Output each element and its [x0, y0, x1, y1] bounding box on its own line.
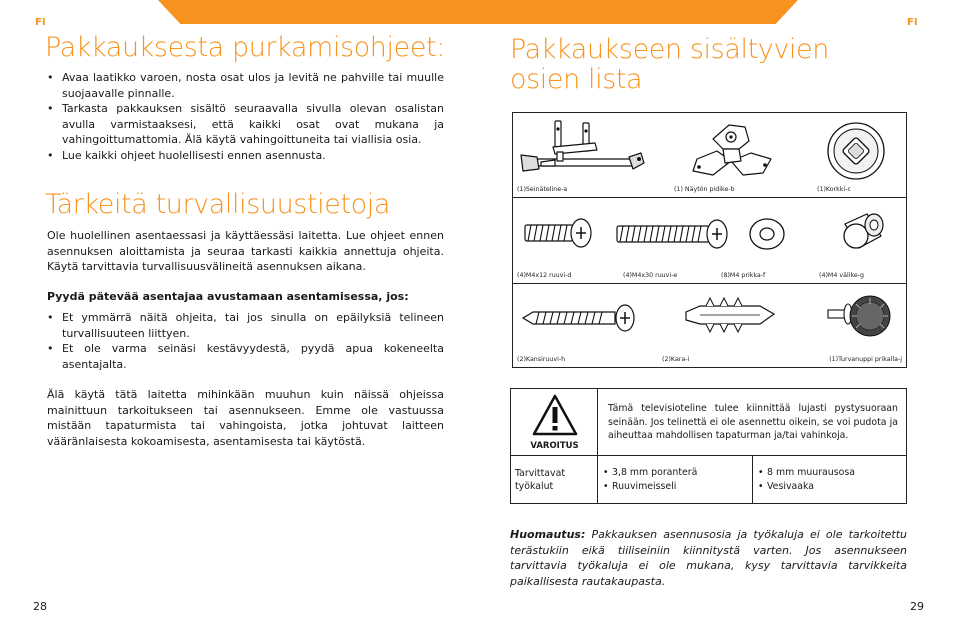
note-lead: Huomautus: — [510, 528, 586, 541]
unpacking-title: Pakkauksesta purkamisohjeet: — [45, 32, 445, 63]
parts-row — [513, 284, 906, 367]
part-label: (1)Korkki-c — [817, 186, 851, 193]
part-lag-screw — [513, 284, 658, 367]
page-number-left: 28 — [33, 600, 47, 613]
part-anchor — [658, 284, 788, 367]
list-item: • Et ole varma seinäsi kestävyydestä, pyydä apua kokeneelta asentajalta. — [47, 341, 444, 372]
unpacking-list — [47, 70, 444, 163]
cap-icon — [824, 119, 888, 183]
safety-title: Tärkeitä turvallisuustietoja — [45, 189, 391, 220]
parts-list-title: Pakkaukseen sisältyvien osien lista — [510, 34, 829, 95]
part-cap — [808, 113, 906, 197]
tools-label: Tarvittavat työkalut — [511, 456, 598, 503]
parts-row — [513, 198, 906, 284]
list-item: • 8 mm muurausosa — [758, 466, 906, 480]
disclaimer: Älä käytä tätä laitetta mihinkään muuhun kuin näissä ohjeissa mainittuun tarkoitukseen tai asennukseen. Emme ole vastuussa mistään tapaturmista tai vahingoista, jotka johtuvat laitteen vääränlaisesta kokoamisesta, asentamisesta tai käytöstä. — [47, 388, 444, 448]
list-item: • Tarkasta pakkauksen sisältö seuraavalla sivulla olevan osalistan avulla varmistaaksesi, että kaikki osat ovat mukana ja vahingoittumattomia. Älä käytä vahingoittuneita tai viallisia osia. — [47, 101, 444, 148]
lag-screw-icon — [519, 298, 645, 338]
warning-label: VAROITUS — [530, 441, 579, 451]
tools-column-a — [598, 456, 753, 503]
part-label: (1)Seinäteline-a — [517, 186, 568, 193]
part-label: (4)M4x12 ruuvi-d — [517, 272, 572, 279]
list-item: • Vesivaaka — [758, 480, 906, 494]
part-label: (4)M4x30 ruuvi-e — [623, 272, 678, 279]
note-paragraph — [510, 527, 907, 589]
part-m4-washer — [719, 198, 817, 283]
part-label: (1)Turvanuppi prikalla-j — [829, 356, 902, 363]
part-label: (8)M4 prikka-f — [721, 272, 766, 279]
washer-icon — [747, 214, 787, 254]
language-code-right: FI — [907, 17, 918, 28]
short-screw-icon — [521, 214, 601, 254]
display-holder-icon — [683, 119, 783, 184]
note-text: Pakkauksen asennusosia ja työkaluja ei ole tarkoitettu terästukiin eikä tiiliseiniin kiinnitystä varten. Jos asennukseen tarvittavia työkaluja ei ole mukana, kysy tarvittavia tarvikkeita paikallisesta rautakaupasta. — [510, 528, 907, 588]
part-wall-bracket — [513, 113, 668, 197]
part-m4x12-screw — [513, 198, 611, 283]
list-item: • Lue kaikki ohjeet huolellisesti ennen asennusta. — [47, 148, 444, 164]
installer-heading: Pyydä pätevää asentajaa avustamaan asentamisessa, jos: — [47, 290, 409, 303]
safety-intro: Ole huolellinen asentaessasi ja käyttäessäsi laitetta. Lue ohjeet ennen asennuksen aloittamista ja seuraa tarkasti kaikkia annettuja ohjeita. Käytä tarvittavia turvallisuusvälineitä asennuksen aikana. — [47, 229, 444, 273]
parts-grid — [512, 112, 907, 368]
spacer-icon — [837, 208, 887, 258]
part-display-holder — [668, 113, 808, 197]
part-safety-knob — [788, 284, 906, 367]
list-item: • Avaa laatikko varoen, nosta osat ulos ja levitä ne pahville tai muulle suojaavalle pinnalle. — [47, 70, 444, 101]
part-label: (2)Kansiruuvi-h — [517, 356, 566, 363]
header-accent-tab — [158, 0, 798, 24]
warning-triangle-icon — [532, 394, 578, 436]
wall-bracket-icon — [517, 119, 647, 181]
warning-text: Tämä televisioteline tulee kiinnittää lujasti pystysuoraan seinään. Jos telinettä ei ole asennettu oikein, se voi pudota ja aiheuttaa mahdollisen tapaturman ja/tai vahinkoja. — [598, 389, 906, 456]
part-m4x30-screw — [611, 198, 719, 283]
list-item: • Ruuvimeisseli — [603, 480, 752, 494]
page-number-right: 29 — [910, 600, 924, 613]
part-m4-spacer — [817, 198, 906, 283]
language-code-left: FI — [35, 17, 46, 28]
part-label: (2)Kara-i — [662, 356, 690, 363]
parts-row — [513, 113, 906, 198]
warning-icon-cell — [511, 389, 598, 456]
part-label: (1) Näytön pidike-b — [674, 186, 735, 193]
safety-knob-icon — [826, 292, 896, 344]
wall-anchor-icon — [680, 294, 780, 342]
part-label: (4)M4 välike-g — [819, 272, 865, 279]
list-item: • 3,8 mm poranterä — [603, 466, 752, 480]
long-screw-icon — [613, 212, 733, 256]
tools-column-b — [753, 456, 906, 503]
list-item: • Et ymmärrä näitä ohjeita, tai jos sinulla on epäilyksiä telineen turvallisuuteen liittyen. — [47, 310, 444, 341]
installer-list — [47, 310, 444, 372]
warning-table — [510, 388, 907, 504]
